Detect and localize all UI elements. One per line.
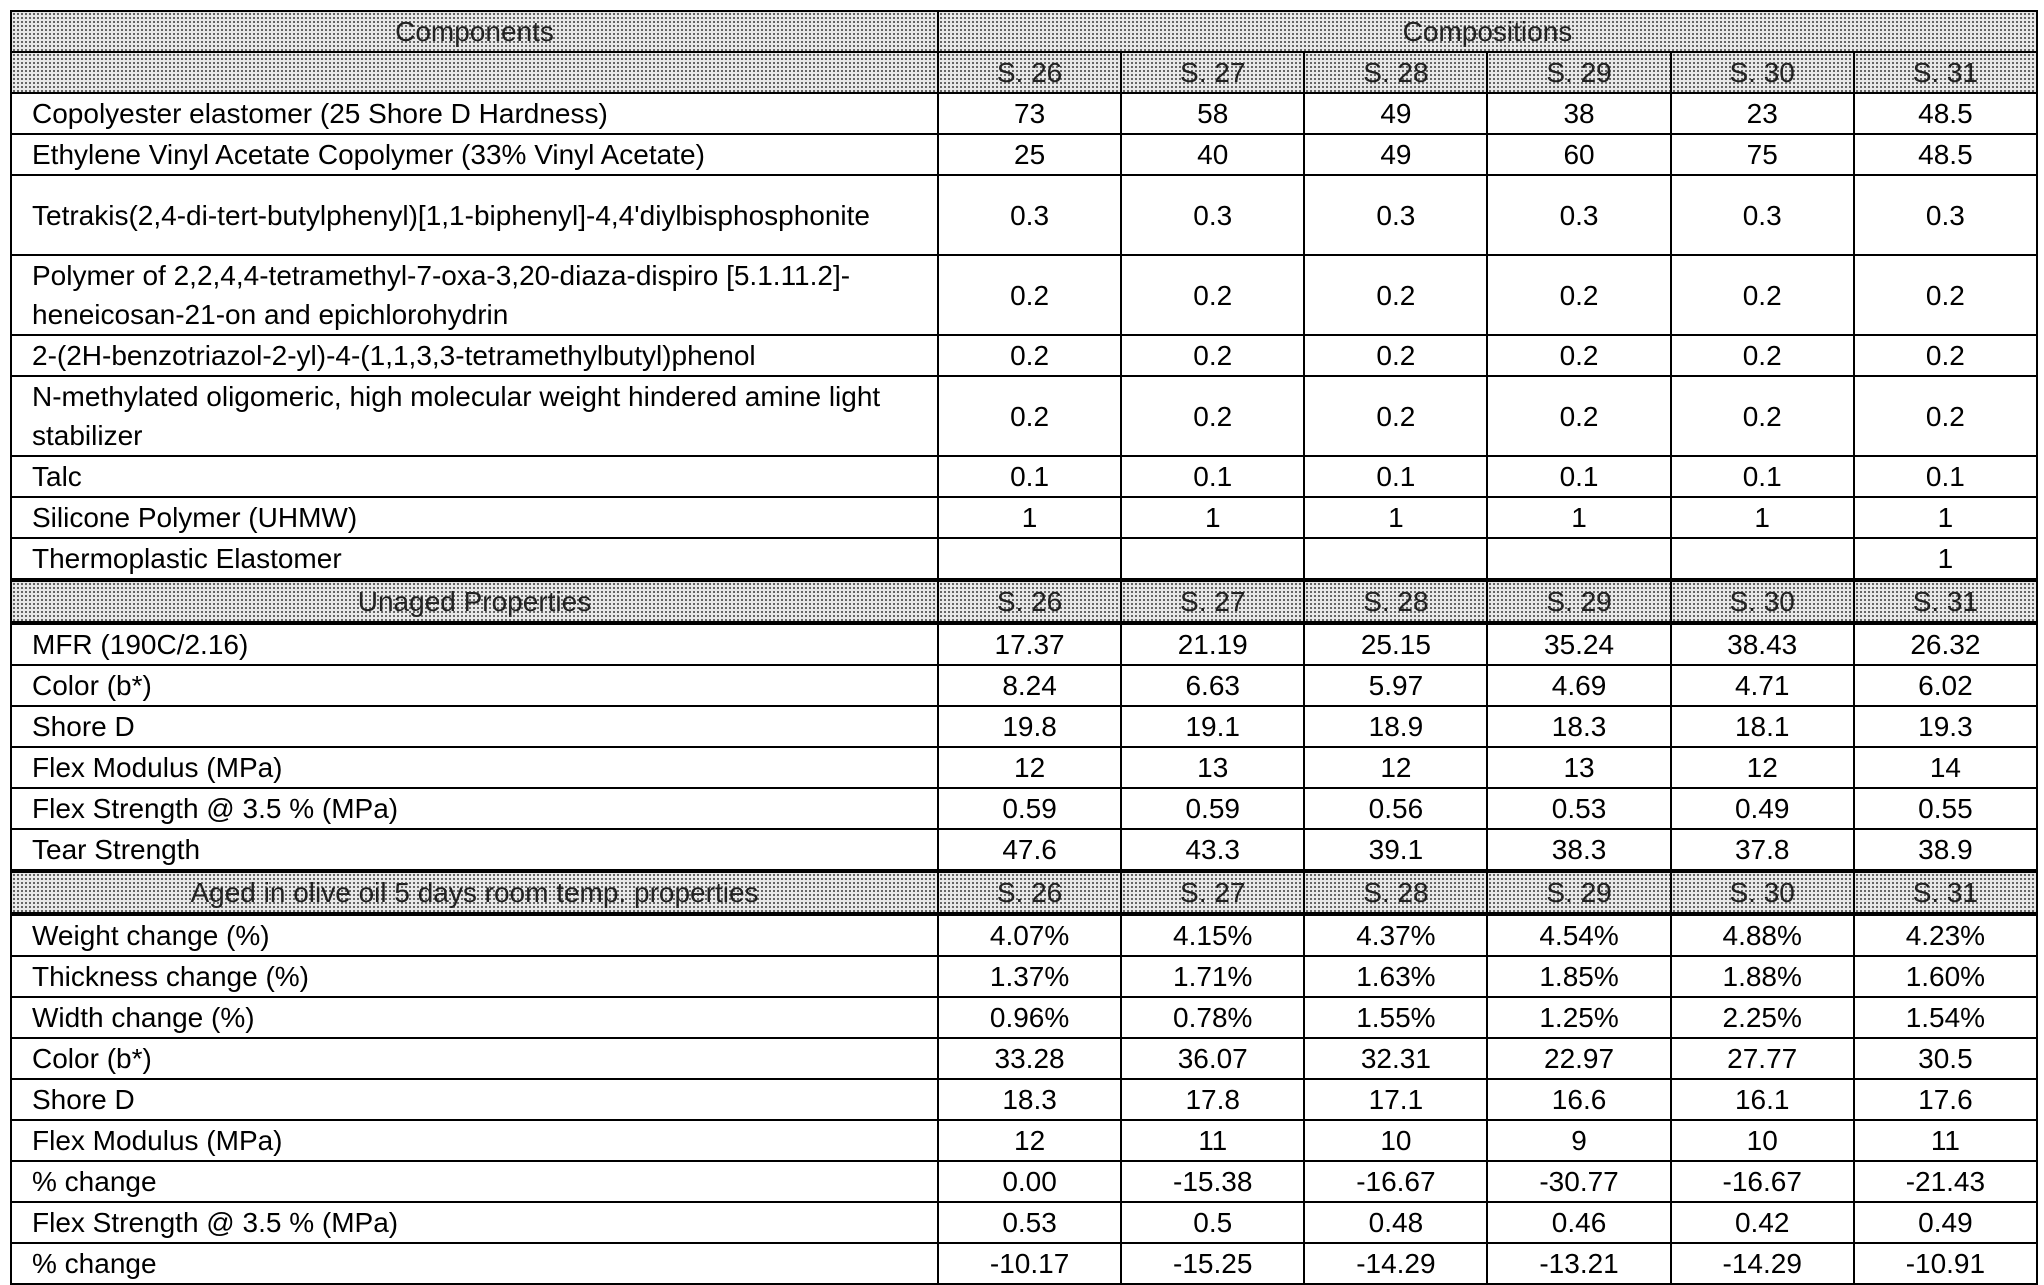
value-cell: 30.5 [1854,1038,2037,1079]
value-cell: 0.2 [1671,376,1854,456]
components-header: Components [11,11,938,52]
value-cell: 4.37% [1304,914,1487,956]
value-cell: 14 [1854,747,2037,788]
value-cell: 4.88% [1671,914,1854,956]
value-cell: 18.9 [1304,706,1487,747]
row-label: Thermoplastic Elastomer [11,538,938,580]
value-cell: -13.21 [1487,1243,1670,1284]
table-row [11,456,2037,497]
row-label: Flex Strength @ 3.5 % (MPa) [11,1202,938,1243]
compositions-header: Compositions [938,11,2037,52]
value-cell: 1 [1671,497,1854,538]
value-cell: 0.3 [1854,175,2037,255]
row-label: 2-(2H-benzotriazol-2-yl)-4-(1,1,3,3-tetramethylbutyl)phenol [11,335,938,376]
sample-header: S. 28 [1304,52,1487,93]
value-cell: 73 [938,93,1121,134]
value-cell: 0.2 [1487,335,1670,376]
row-label: % change [11,1161,938,1202]
table-row [11,497,2037,538]
value-cell: 1.88% [1671,956,1854,997]
value-cell: -15.25 [1121,1243,1304,1284]
value-cell: 0.49 [1854,1202,2037,1243]
value-cell: 12 [938,747,1121,788]
value-cell: 38.9 [1854,829,2037,871]
row-label: MFR (190C/2.16) [11,623,938,665]
row-label: Silicone Polymer (UHMW) [11,497,938,538]
table-row [11,623,2037,665]
table-row [11,1243,2037,1284]
value-cell: 19.8 [938,706,1121,747]
section-header-label: Aged in olive oil 5 days room temp. properties [11,871,938,914]
row-label: Color (b*) [11,1038,938,1079]
value-cell: 4.54% [1487,914,1670,956]
value-cell: 0.3 [1121,175,1304,255]
value-cell: 0.2 [1487,376,1670,456]
value-cell: 0.2 [938,255,1121,335]
row-label: Flex Strength @ 3.5 % (MPa) [11,788,938,829]
value-cell: 0.1 [1854,456,2037,497]
sample-header: S. 31 [1854,580,2037,623]
value-cell: 0.3 [1487,175,1670,255]
value-cell: 9 [1487,1120,1670,1161]
value-cell: 0.2 [1671,335,1854,376]
value-cell: 17.6 [1854,1079,2037,1120]
value-cell: 0.78% [1121,997,1304,1038]
row-label: Weight change (%) [11,914,938,956]
value-cell: 0.2 [1854,335,2037,376]
table-row [11,335,2037,376]
value-cell: 48.5 [1854,93,2037,134]
value-cell: 0.2 [1121,255,1304,335]
row-label: Flex Modulus (MPa) [11,747,938,788]
row-label: Shore D [11,1079,938,1120]
value-cell: 10 [1304,1120,1487,1161]
value-cell: -21.43 [1854,1161,2037,1202]
table-row [11,1079,2037,1120]
value-cell: 37.8 [1671,829,1854,871]
value-cell: 0.2 [1854,376,2037,456]
row-label: Flex Modulus (MPa) [11,1120,938,1161]
sample-header: S. 29 [1487,52,1670,93]
section-header-label [11,52,938,93]
value-cell: 49 [1304,93,1487,134]
value-cell: 0.46 [1487,1202,1670,1243]
value-cell: 0.1 [1304,456,1487,497]
value-cell: 49 [1304,134,1487,175]
value-cell: 1.85% [1487,956,1670,997]
value-cell: 32.31 [1304,1038,1487,1079]
value-cell: 58 [1121,93,1304,134]
value-cell: 25 [938,134,1121,175]
section-header-label: Unaged Properties [11,580,938,623]
value-cell: 0.1 [938,456,1121,497]
sample-header: S. 27 [1121,580,1304,623]
row-label: % change [11,1243,938,1284]
row-label: Tear Strength [11,829,938,871]
value-cell: 0.00 [938,1161,1121,1202]
value-cell: 0.96% [938,997,1121,1038]
value-cell: 1 [1121,497,1304,538]
value-cell: 0.59 [938,788,1121,829]
value-cell: 0.53 [1487,788,1670,829]
sample-header-row [11,52,2037,93]
sample-header: S. 30 [1671,52,1854,93]
value-cell: 60 [1487,134,1670,175]
value-cell: 38.43 [1671,623,1854,665]
value-cell: -15.38 [1121,1161,1304,1202]
value-cell: 12 [938,1120,1121,1161]
value-cell: 0.48 [1304,1202,1487,1243]
value-cell: 0.55 [1854,788,2037,829]
value-cell: 0.59 [1121,788,1304,829]
value-cell: 11 [1854,1120,2037,1161]
row-label: Thickness change (%) [11,956,938,997]
value-cell: 47.6 [938,829,1121,871]
table-row [11,914,2037,956]
value-cell: 18.1 [1671,706,1854,747]
value-cell: 16.1 [1671,1079,1854,1120]
row-label: Width change (%) [11,997,938,1038]
value-cell: 13 [1121,747,1304,788]
sample-header: S. 31 [1854,871,2037,914]
value-cell: 18.3 [938,1079,1121,1120]
value-cell: 19.3 [1854,706,2037,747]
value-cell: 1.60% [1854,956,2037,997]
value-cell: 38 [1487,93,1670,134]
table-row [11,706,2037,747]
table-row [11,1161,2037,1202]
value-cell [938,538,1121,580]
value-cell: 23 [1671,93,1854,134]
sample-header: S. 29 [1487,871,1670,914]
table-row [11,788,2037,829]
sample-header: S. 26 [938,580,1121,623]
value-cell: 1.71% [1121,956,1304,997]
value-cell: 0.2 [938,376,1121,456]
value-cell: 27.77 [1671,1038,1854,1079]
value-cell: 6.02 [1854,665,2037,706]
value-cell: 16.6 [1487,1079,1670,1120]
value-cell: 0.1 [1671,456,1854,497]
value-cell: 26.32 [1854,623,2037,665]
sample-header: S. 28 [1304,580,1487,623]
row-label: Talc [11,456,938,497]
value-cell: 0.2 [1121,335,1304,376]
value-cell: 33.28 [938,1038,1121,1079]
value-cell: 19.1 [1121,706,1304,747]
table-row [11,255,2037,335]
value-cell: 1 [938,497,1121,538]
value-cell: 39.1 [1304,829,1487,871]
value-cell: 1 [1854,538,2037,580]
value-cell: 0.42 [1671,1202,1854,1243]
value-cell: 0.2 [1304,255,1487,335]
value-cell [1487,538,1670,580]
sample-header: S. 29 [1487,580,1670,623]
value-cell: 1.63% [1304,956,1487,997]
value-cell: 0.1 [1121,456,1304,497]
value-cell: -16.67 [1304,1161,1487,1202]
value-cell: 75 [1671,134,1854,175]
value-cell: 17.8 [1121,1079,1304,1120]
row-label: Polymer of 2,2,4,4-tetramethyl-7-oxa-3,20-diaza-dispiro [5.1.11.2]-heneicosan-21-on and epichlorohydrin [11,255,938,335]
row-label: Copolyester elastomer (25 Shore D Hardness) [11,93,938,134]
value-cell: -30.77 [1487,1161,1670,1202]
value-cell [1304,538,1487,580]
value-cell: 40 [1121,134,1304,175]
value-cell: 0.3 [938,175,1121,255]
table-row [11,956,2037,997]
value-cell: 38.3 [1487,829,1670,871]
value-cell: 0.2 [1671,255,1854,335]
table-row [11,1202,2037,1243]
value-cell [1121,538,1304,580]
value-cell: 1.55% [1304,997,1487,1038]
value-cell: 1 [1304,497,1487,538]
value-cell: 0.3 [1671,175,1854,255]
value-cell: 0.1 [1487,456,1670,497]
table-row [11,538,2037,580]
table-row [11,1120,2037,1161]
row-label: Tetrakis(2,4-di-tert-butylphenyl)[1,1-biphenyl]-4,4'diylbisphosphonite [11,175,938,255]
sample-header: S. 31 [1854,52,2037,93]
value-cell: 1 [1854,497,2037,538]
value-cell: 0.2 [1854,255,2037,335]
value-cell: 0.2 [938,335,1121,376]
value-cell: 4.23% [1854,914,2037,956]
value-cell: 36.07 [1121,1038,1304,1079]
value-cell: 4.15% [1121,914,1304,956]
value-cell [1671,538,1854,580]
value-cell: 21.19 [1121,623,1304,665]
table-row [11,1038,2037,1079]
sample-header: S. 30 [1671,580,1854,623]
sample-header: S. 27 [1121,871,1304,914]
row-label: N-methylated oligomeric, high molecular weight hindered amine light stabilizer [11,376,938,456]
table-row [11,997,2037,1038]
value-cell: 0.2 [1121,376,1304,456]
sample-header: S. 28 [1304,871,1487,914]
sample-header: S. 26 [938,52,1121,93]
value-cell: 0.56 [1304,788,1487,829]
value-cell: 18.3 [1487,706,1670,747]
table-row [11,134,2037,175]
value-cell: 11 [1121,1120,1304,1161]
value-cell: 0.2 [1304,376,1487,456]
value-cell: 22.97 [1487,1038,1670,1079]
value-cell: 0.3 [1304,175,1487,255]
value-cell: -16.67 [1671,1161,1854,1202]
header-row [11,11,2037,52]
value-cell: 0.49 [1671,788,1854,829]
value-cell: 35.24 [1487,623,1670,665]
value-cell: 0.2 [1487,255,1670,335]
table-row [11,376,2037,456]
value-cell: 6.63 [1121,665,1304,706]
value-cell: 25.15 [1304,623,1487,665]
value-cell: 17.1 [1304,1079,1487,1120]
value-cell: 4.07% [938,914,1121,956]
value-cell: 1.25% [1487,997,1670,1038]
value-cell: 8.24 [938,665,1121,706]
value-cell: -14.29 [1304,1243,1487,1284]
row-label: Shore D [11,706,938,747]
value-cell: 1.37% [938,956,1121,997]
value-cell: -10.91 [1854,1243,2037,1284]
table-row [11,747,2037,788]
table-body [11,11,2037,1284]
value-cell: 1.54% [1854,997,2037,1038]
table-row [11,829,2037,871]
sample-header: S. 27 [1121,52,1304,93]
value-cell: 13 [1487,747,1670,788]
aged-section-header [11,871,2037,914]
row-label: Color (b*) [11,665,938,706]
value-cell: 2.25% [1671,997,1854,1038]
sample-header: S. 26 [938,871,1121,914]
value-cell: 0.53 [938,1202,1121,1243]
value-cell: -10.17 [938,1243,1121,1284]
value-cell: 1 [1487,497,1670,538]
value-cell: 43.3 [1121,829,1304,871]
value-cell: 4.69 [1487,665,1670,706]
value-cell: 0.5 [1121,1202,1304,1243]
value-cell: 0.2 [1304,335,1487,376]
value-cell: 48.5 [1854,134,2037,175]
value-cell: 5.97 [1304,665,1487,706]
table-row [11,175,2037,255]
value-cell: 4.71 [1671,665,1854,706]
sample-header: S. 30 [1671,871,1854,914]
table-row [11,665,2037,706]
value-cell: 12 [1304,747,1487,788]
unaged-section-header [11,580,2037,623]
value-cell: 12 [1671,747,1854,788]
value-cell: -14.29 [1671,1243,1854,1284]
composition-properties-table [10,10,2038,1285]
value-cell: 10 [1671,1120,1854,1161]
table-row [11,93,2037,134]
row-label: Ethylene Vinyl Acetate Copolymer (33% Vinyl Acetate) [11,134,938,175]
value-cell: 17.37 [938,623,1121,665]
